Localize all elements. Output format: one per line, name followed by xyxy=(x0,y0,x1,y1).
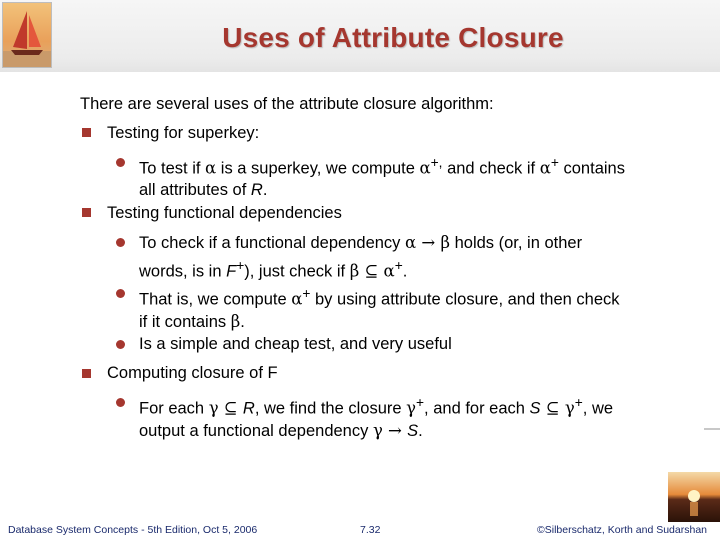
square-bullet-icon xyxy=(82,369,91,378)
point-line: Is a simple and cheap test, and very useful xyxy=(139,335,452,353)
point-line: To check if a functional dependency α → β holds (or, in other xyxy=(139,233,583,252)
point-simple-test xyxy=(139,334,679,356)
point-line: For each γ ⊆ R, we find the closure γ+, and for each S ⊆ γ+, we xyxy=(139,395,614,418)
section-heading-superkey: Testing for superkey: xyxy=(107,124,260,142)
point-line: if it contains β. xyxy=(139,312,245,331)
page-title: Uses of Attribute Closure xyxy=(222,22,564,53)
round-bullet-icon xyxy=(116,398,125,407)
edge-mark xyxy=(704,428,720,430)
round-bullet-icon xyxy=(116,340,125,349)
point-line: That is, we compute α+ by using attribute closure, and then check xyxy=(139,286,620,309)
square-bullet-icon xyxy=(82,208,91,217)
round-bullet-icon xyxy=(116,238,125,247)
point-line: output a functional dependency γ → S. xyxy=(139,421,423,440)
round-bullet-icon xyxy=(116,158,125,167)
point-compute-closure xyxy=(139,283,679,334)
point-superkey-test xyxy=(139,152,679,202)
section-heading-fd-testing: Testing functional dependencies xyxy=(107,204,342,222)
square-bullet-icon xyxy=(82,128,91,137)
section-heading-closure-of-f: Computing closure of F xyxy=(107,364,278,382)
point-fd-check xyxy=(139,232,679,283)
point-line: words, is in F+), just check if β ⊆ α+. xyxy=(139,257,408,280)
point-line: all attributes of R. xyxy=(139,181,268,199)
round-bullet-icon xyxy=(116,289,125,298)
footer-page-number: 7.32 xyxy=(360,524,381,536)
point-line: To test if α is a superkey, we compute α+, and check if α+ contains xyxy=(139,155,625,178)
sunset-image xyxy=(668,472,720,522)
footer-left: Database System Concepts - 5th Edition, Oct 5, 2006 xyxy=(8,524,258,536)
intro-text: There are several uses of the attribute closure algorithm: xyxy=(80,95,494,113)
footer-right: ©Silberschatz, Korth and Sudarshan xyxy=(537,524,707,536)
point-closure-of-f xyxy=(139,392,679,443)
